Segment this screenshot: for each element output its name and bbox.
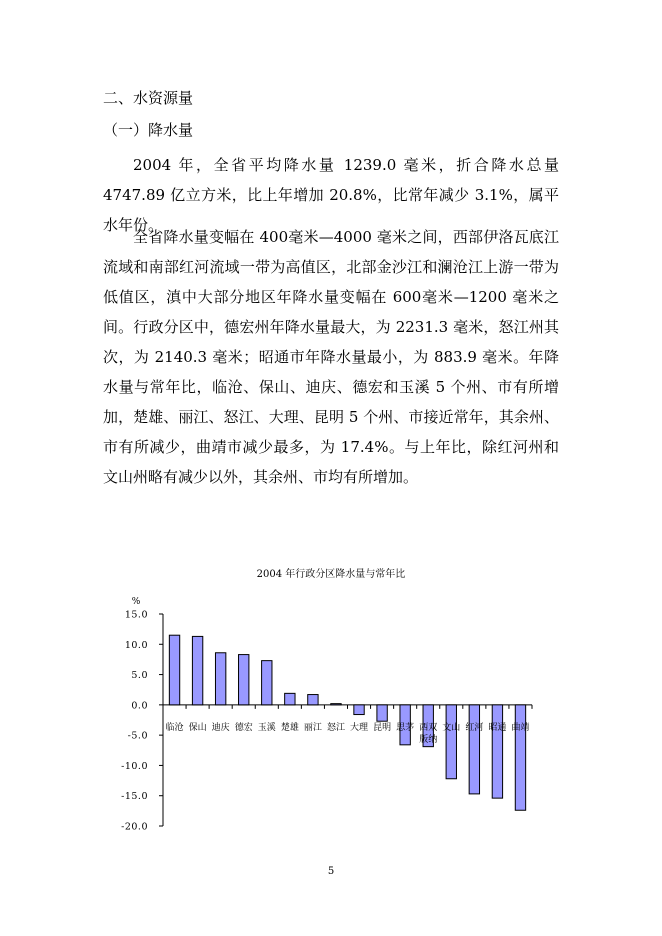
y-tick-label: -15.0 [121, 791, 148, 803]
bar [192, 636, 202, 704]
x-tick-label: 怒江 [326, 722, 345, 733]
y-tick-label: -10.0 [121, 760, 148, 772]
x-tick-label: 思茅 [396, 722, 415, 733]
y-tick-label: 0.0 [131, 700, 148, 712]
bar [169, 635, 179, 705]
y-axis-label: % [131, 597, 141, 607]
chart-title: 2004 年行政分区降水量与常年比 [256, 569, 406, 580]
bar [469, 705, 479, 794]
y-tick-label: 10.0 [124, 639, 148, 651]
paragraph-1: 2004 年，全省平均降水量 1239.0 毫米，折合降水总量 4747.89 亿立方米，比上年增加 20.8%，比常年减少 3.1%，属平水年份。 [103, 156, 559, 234]
x-tick-label: 保山 [188, 722, 207, 733]
bar [239, 655, 249, 705]
x-tick-label: 昭通 [488, 722, 507, 733]
bar [308, 695, 318, 705]
x-tick-label: 德宏 [234, 722, 253, 733]
x-tick-label: 丽江 [303, 722, 322, 733]
bar [446, 705, 456, 779]
y-tick-label: -20.0 [121, 821, 148, 833]
x-tick-label: 大理 [350, 722, 369, 733]
page-number: 5 [327, 866, 335, 877]
x-tick-label: 文山 [442, 722, 461, 733]
x-tick-label: 西双版纳 [419, 722, 438, 745]
y-tick-label: 5.0 [131, 670, 148, 682]
bar [515, 705, 525, 810]
paragraph-2: 全省降水量变幅在 400毫米—4000 毫米之间，西部伊洛瓦底江流域和南部红河流域一带为高值区，北部金沙江和澜沧江上游一带为低值区，滇中大部分地区年降水量变幅在 600毫米—1200 毫米之间。行政分区中，德宏州年降水量最大，为 2231.3 毫米，怒江州其次，为 2140.3 毫米；昭通市年降水量最小，为 883.9 毫米。年降水量与常年比，临沧、保山、迪庆、德宏和玉溪 5 个州、市有所增加，楚雄、丽江、怒江、大理、昆明 5 个州、市接近常年，其余州、市有所减少，曲靖市减少最多，为 17.4%。与上年比，除红河州和文山州略有减少以外，其余州、市均有所增加。 [103, 228, 559, 486]
x-tick-label: 迪庆 [211, 722, 230, 733]
x-tick-label: 曲靖 [511, 722, 530, 733]
y-tick-label: -5.0 [127, 730, 148, 742]
bar [285, 693, 295, 705]
x-tick-label: 昆明 [373, 722, 392, 733]
bar [215, 653, 225, 705]
x-tick-label: 红河 [465, 722, 484, 733]
bar [354, 705, 364, 715]
x-tick-label: 楚雄 [280, 722, 299, 733]
y-tick-label: 15.0 [124, 609, 148, 621]
x-tick-label: 玉溪 [257, 722, 276, 733]
sub-heading: （一）降水量 [103, 121, 194, 139]
bar [492, 705, 502, 798]
section-heading: 二、水资源量 [103, 89, 194, 107]
bar [377, 705, 387, 721]
precipitation-bar-chart [0, 560, 662, 850]
bar [331, 704, 341, 705]
x-tick-label: 临沧 [165, 722, 184, 733]
bar [262, 661, 272, 705]
